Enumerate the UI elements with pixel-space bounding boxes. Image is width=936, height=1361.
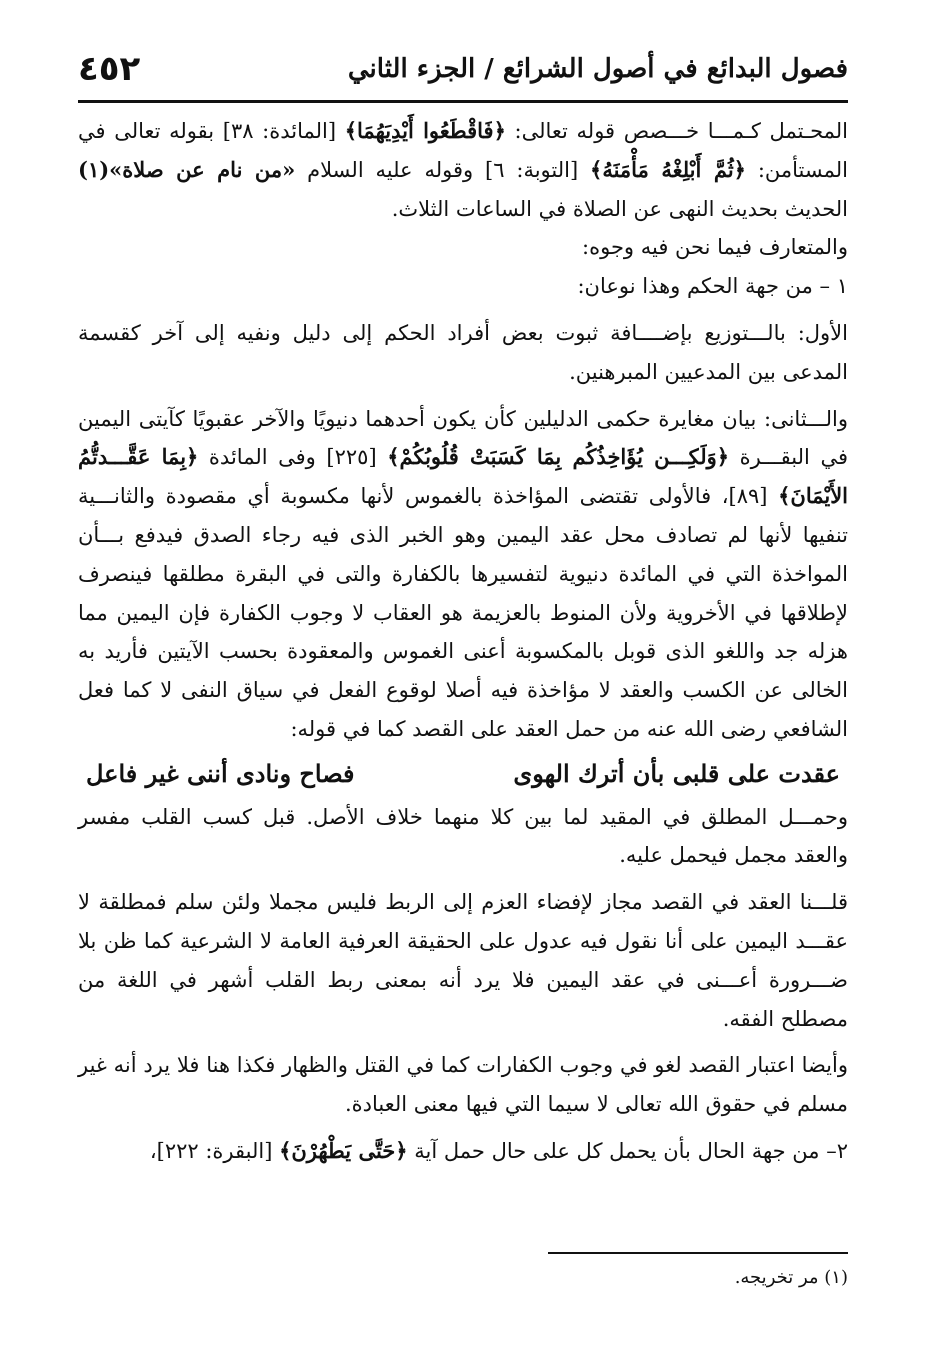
text-segment: والـــثانى: بيان مغايرة حكمى الدليلين كأن يكون أحدهما دنيويًا والآخر عقبويًا كآيتى اليمين في البقـــرة bbox=[78, 406, 848, 470]
paragraph bbox=[78, 1132, 848, 1171]
verse-hemistich-first: عقدت على قلبى بأن أترك الهوى bbox=[513, 758, 840, 788]
quotation: «من نام عن صلاة»(١) bbox=[78, 156, 296, 182]
quotation: ﴿ثُمَّ أَبْلِغْهُ مَأْمَنَهُ﴾ bbox=[590, 156, 746, 182]
text-segment: [المائدة: ٣٨] بقوله تعالى في المستأمن: bbox=[78, 119, 849, 182]
quotation: ﴿وَلَكِـــن يُؤَاخِذُكُم بِمَا كَسَبَتْ قُلُوبُكُمْ﴾ bbox=[387, 444, 730, 470]
footnote: (١) مر تخريجه. bbox=[734, 1267, 848, 1288]
footnote-rule bbox=[548, 1252, 848, 1254]
header-rule bbox=[78, 100, 848, 103]
text-segment: [٨٩]، فالأولى تقتضى المؤاخذة بالغموس لأنها مكسوبة أي مقصودة والثانـــية تنفيها لأنها لم تصادف محل عقد اليمين وهو الخبر الذى فيه رجاء الصدق فيدفع بـــأن المواخذة التي في المائدة دنيوية لتفسيرها بالكفارة والتى في البقرة مطلقها فينصرف لإطلاقها في الأخروية ولأن المنوط بالعزيمة هو العقاب لا وجوب الكفارة فإن اليمين مما هزله جد واللغو الذى قوبل بالمكسوبة أعنى الغموس والمعقودة بحسب الآيتين فأريد به الخالى عن الكسب والعقد لا مؤاخذة فيه أصلا لوقوع الفعل في سياق النفى لا كما فعل الشافعي رضى الله عنه من حمل العقد على القصد كما في قوله: bbox=[78, 484, 849, 741]
text-segment: الأول: بالـــتوزيع بإضــــافة ثبوت بعض أفراد الحكم إلى دليل ونفيه إلى آخر كقسمة المدعى بين المدعيين المبرهنين. bbox=[78, 320, 848, 384]
text-segment: الحديث بحديث النهى عن الصلاة في الساعات الثلاث. bbox=[391, 196, 848, 221]
paragraph bbox=[78, 400, 848, 749]
text-segment: [التوبة: ٦] وقوله عليه السلام bbox=[295, 157, 591, 182]
text-segment: [٢٢٥] وفى المائدة bbox=[198, 445, 388, 470]
running-title: فصول البدائع في أصول الشرائع / الجزء الثاني bbox=[347, 54, 848, 84]
paragraph bbox=[78, 798, 848, 876]
text-segment: المحـتمل كـمـــا خـــصص قوله تعالى: bbox=[505, 119, 849, 143]
paragraph bbox=[78, 1046, 848, 1124]
paragraphs-after-verse bbox=[78, 798, 848, 1171]
text-segment: قلـــنا العقد في القصد مجاز لإفضاء العزم إلى الربط فليس مجملا ولئن سلم فمطلقة لا عقـــد اليمين على أنا نقول فيه عدول على الحقيقة العرفية العامة لا الشرعية كما ظن بلا ضـــرورة أعـــنى في عقد اليمين فلا يرد أنه بمعنى ربط القلب أشهر في اللغة من مصطلح الفقه. bbox=[78, 890, 848, 1031]
main-text bbox=[78, 112, 848, 1171]
page-number: ٤٥٢ bbox=[78, 49, 141, 89]
text-segment: وأيضا اعتبار القصد لغو في وجوب الكفارات كما في القتل والظهار فكذا هنا فلا يرد أنه غير مسلم في حقوق الله تعالى لا سيما التي فيها معنى العبادة. bbox=[78, 1053, 848, 1117]
text-segment: ١ – من جهة الحكم وهذا نوعان: bbox=[577, 274, 848, 299]
quotation: ﴿بِمَا عَقَّـــدتُّمُ الأَيْمَانَ﴾ bbox=[78, 444, 849, 509]
paragraph bbox=[78, 112, 848, 228]
quotation: ﴿حَتَّى يَطْهُرْنَ﴾ bbox=[279, 1137, 408, 1163]
paragraph bbox=[78, 314, 848, 392]
text-segment: [البقرة: ٢٢٢]، bbox=[149, 1138, 280, 1163]
verse-hemistich-second: فصاح ونادى أننى غير فاعل bbox=[86, 758, 355, 788]
paragraphs-before-verse bbox=[78, 112, 848, 749]
text-segment: ٢– من جهة الحال بأن يحمل كل على حال حمل آية bbox=[407, 1138, 848, 1163]
text-segment: وحمـــل المطلق في المقيد لما بين كلا منهما خلاف الأصل. قبل كسب القلب مفسر والعقد مجمل فيحمل عليه. bbox=[78, 804, 848, 868]
text-segment: والمتعارف فيما نحن فيه وجوه: bbox=[582, 235, 848, 260]
poetry-verse bbox=[78, 755, 848, 794]
paragraph bbox=[78, 267, 848, 306]
paragraph bbox=[78, 883, 848, 1038]
quotation: ﴿فَاقْطَعُوا أَيْدِيَهُمَا﴾ bbox=[344, 118, 506, 143]
book-page bbox=[78, 0, 848, 1361]
paragraph bbox=[78, 228, 848, 267]
page-header bbox=[78, 46, 848, 92]
